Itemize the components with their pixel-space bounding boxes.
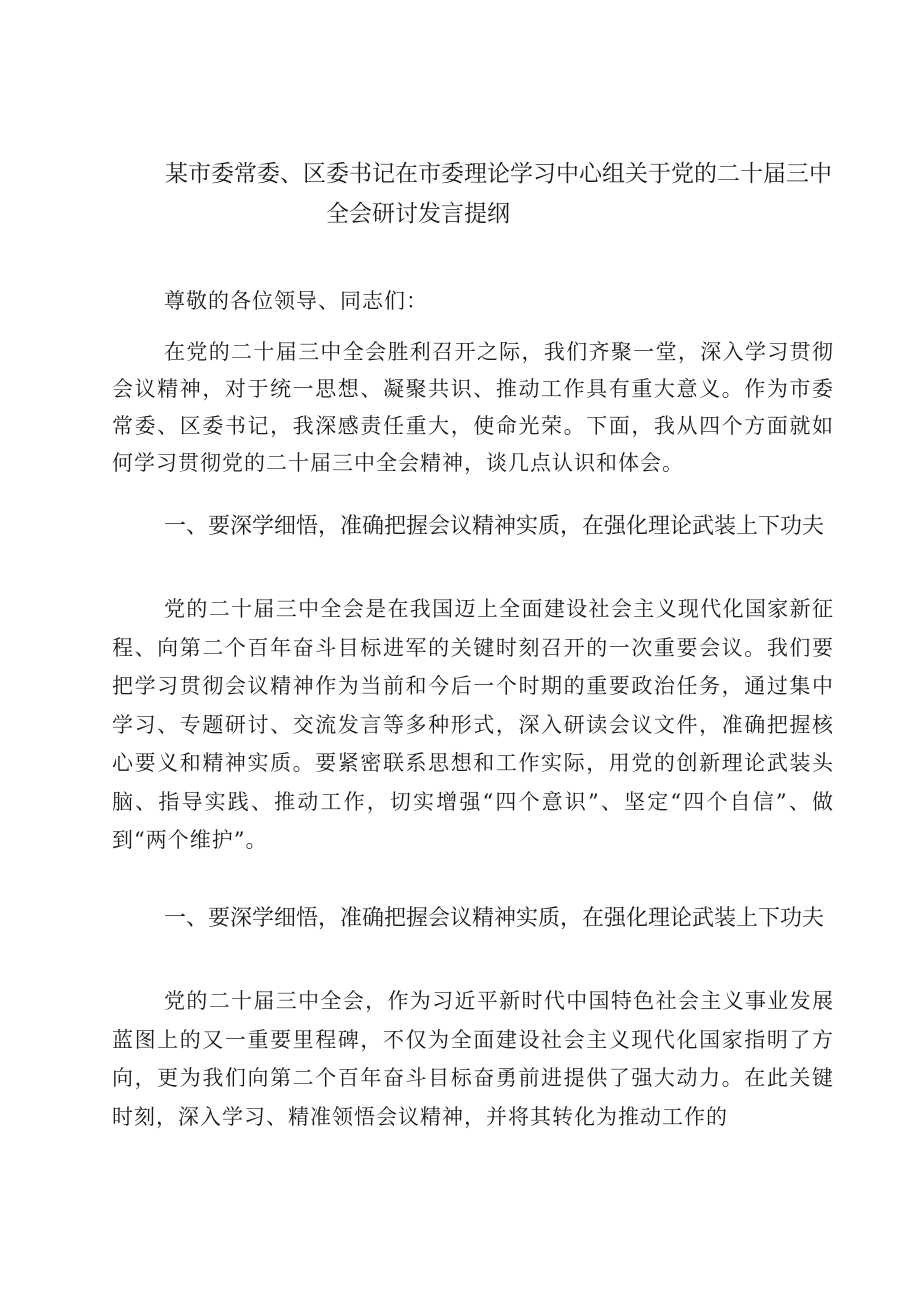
document-title <box>112 154 832 234</box>
greeting: 尊敬的各位领导、同志们： <box>164 289 428 313</box>
title-line-2: 全会研讨发言提纲 <box>326 201 510 227</box>
paragraph-section-2: 党的二十届三中全会，作为习近平新时代中国特色社会主义事业发展蓝图上的又一重要里程碑，不仅为全面建设社会主义现代化国家指明了方向，更为我们向第二个百年奋斗目标奋勇前进提供了强大动力。在此关键时刻，深入学习、精准领悟会议精神，并将其转化为推动工作的 <box>112 989 834 1129</box>
title-line-1: 某市委常委、区委书记在市委理论学习中心组关于党的二十届三中 <box>165 161 832 187</box>
paragraph-section-1: 党的二十届三中全会是在我国迈上全面建设社会主义现代化国家新征程、向第二个百年奋斗目标进军的关键时刻召开的一次重要会议。我们要把学习贯彻会议精神作为当前和今后一个时期的重要政治任务，通过集中学习、专题研讨、交流发言等多种形式，深入研读会议文件，准确把握核心要义和精神实质。要紧密联系思想和工作实际，用党的创新理论武装头脑、指导实践、推动工作，切实增强“四个意识”、坚定“四个自信”、做到“两个维护”。 <box>112 597 834 852</box>
section-heading-1: 一、要深学细悟，准确把握会议精神实质，在强化理论武装上下功夫 <box>164 514 825 539</box>
paragraph-intro: 在党的二十届三中全会胜利召开之际，我们齐聚一堂，深入学习贯彻会议精神，对于统一思想、凝聚共识、推动工作具有重大意义。作为市委常委、区委书记，我深感责任重大，使命光荣。下面，我从四个方面就如何学习贯彻党的二十届三中全会精神，谈几点认识和体会。 <box>112 340 834 475</box>
section-heading-2: 一、要深学细悟，准确把握会议精神实质，在强化理论武装上下功夫 <box>164 906 825 931</box>
